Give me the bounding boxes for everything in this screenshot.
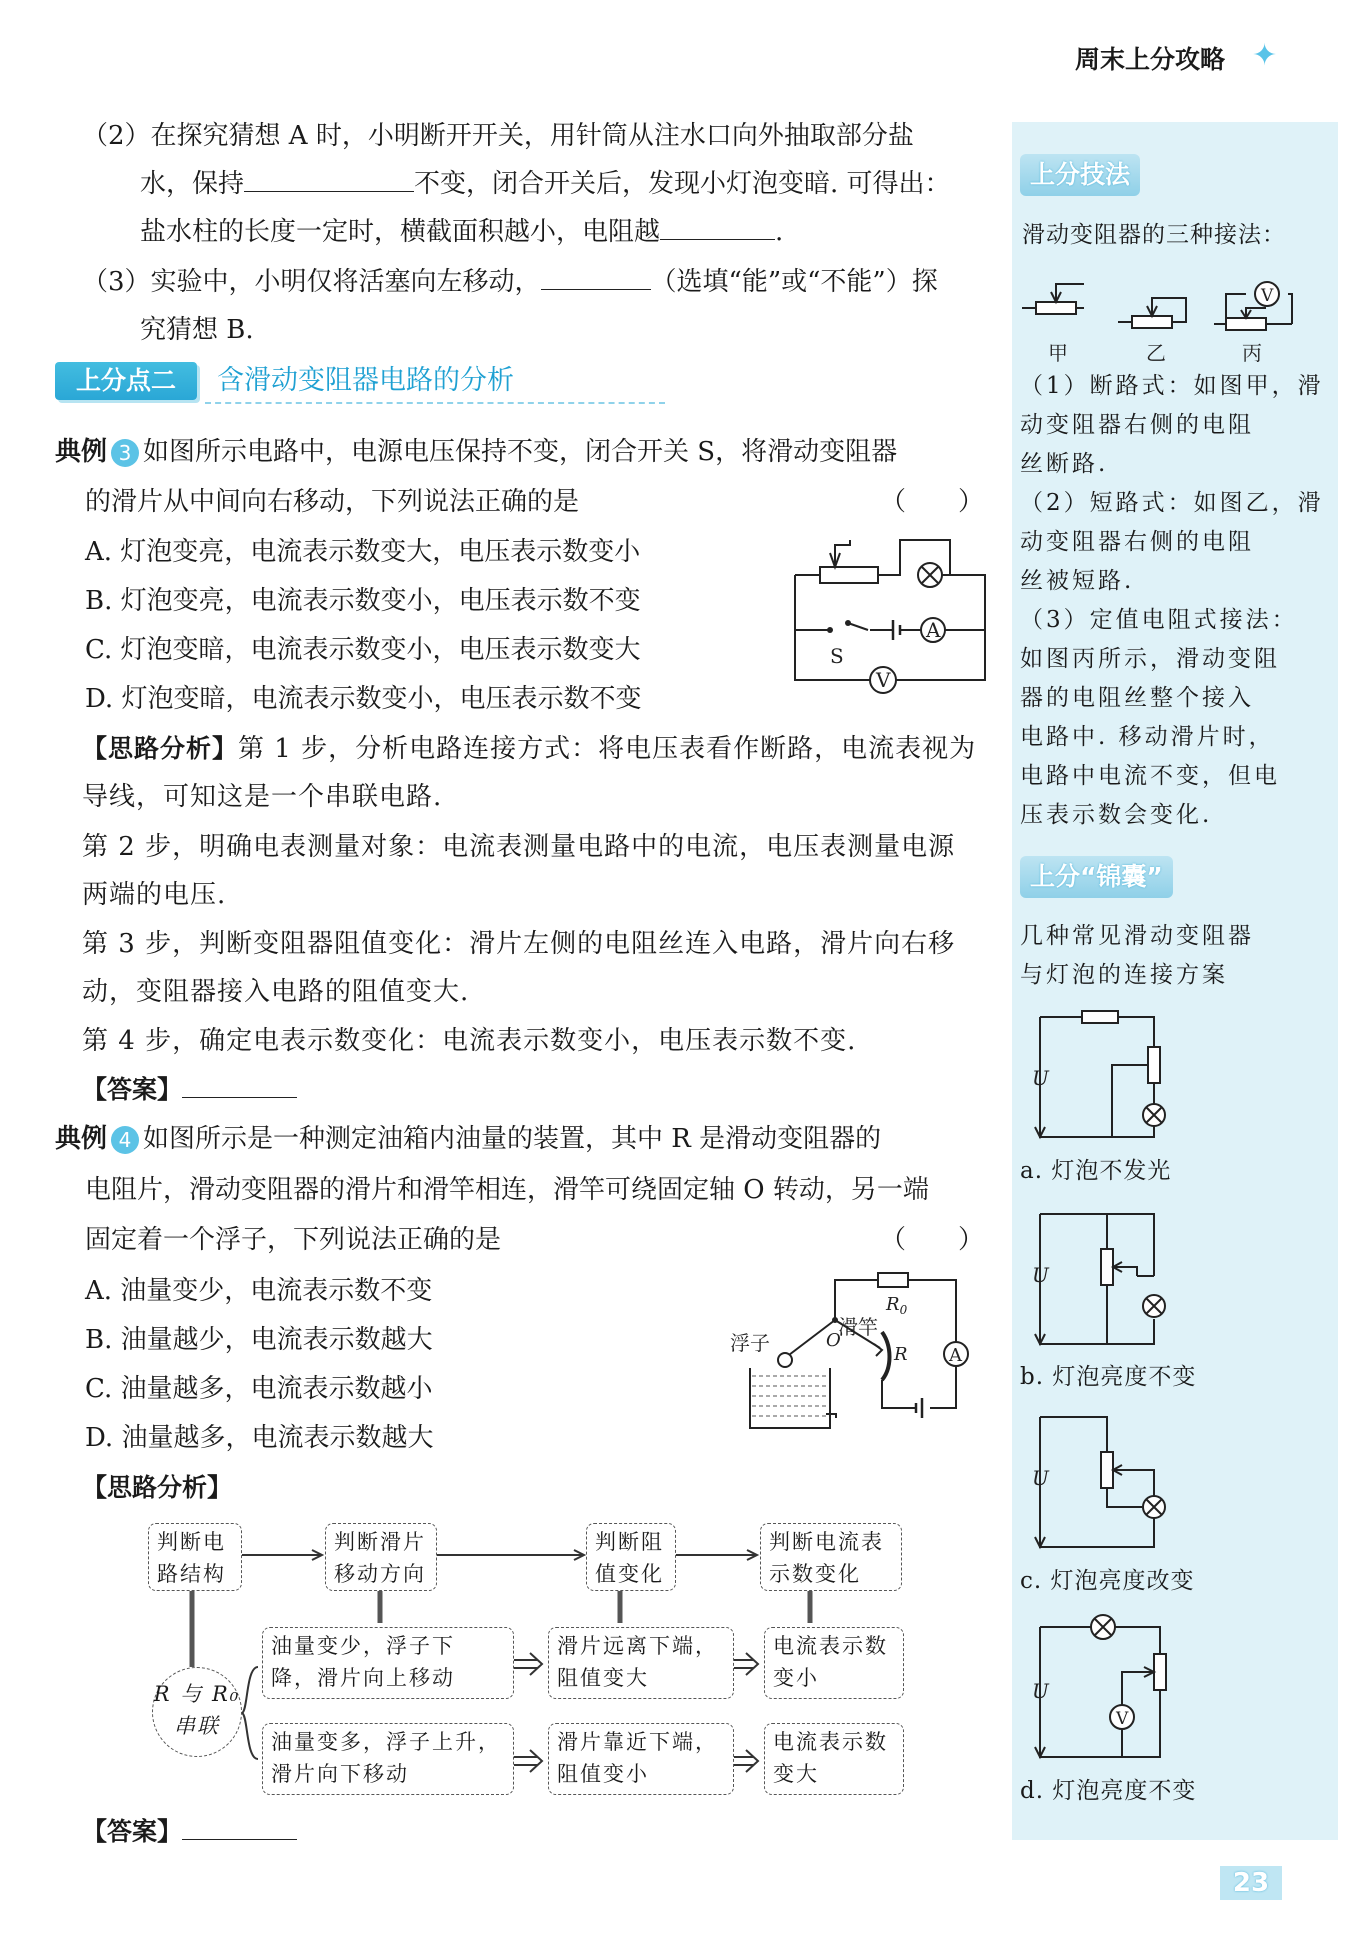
- ex3-stem2: 的滑片从中间向右移动，下列说法正确的是: [85, 487, 580, 517]
- r0-subscript: 0: [899, 1303, 908, 1317]
- ex3-analysis-line6: 动，变阻器接入电路的阻值变大.: [82, 977, 470, 1007]
- sidebar-item-line: （1）断路式：如图甲，滑: [1020, 373, 1324, 399]
- flow-row1-resistance-up: 滑片远离下端， 阻值变大: [548, 1627, 734, 1699]
- flow-step-structure: 判断电 路结构: [148, 1523, 242, 1591]
- star-icon: ✦: [1252, 38, 1278, 73]
- ex4-answer: 【答案】: [82, 1808, 297, 1856]
- fig-label-yi: 乙: [1146, 341, 1166, 365]
- ex3-analysis-line5: 第 3 步，判断变阻器阻值变化：滑片左侧的电阻丝连入电路，滑片向右移: [82, 929, 956, 959]
- section-banner: [55, 358, 615, 404]
- switch-label: S: [830, 644, 844, 668]
- caption-b: b. 灯泡亮度不变: [1020, 1364, 1197, 1390]
- pivot-label: O: [826, 1330, 841, 1351]
- ex4-option-a: A. 油量变少，电流表示数不变: [85, 1276, 433, 1306]
- ex3-stem1: 典例 3 如图所示电路中，电源电压保持不变，闭合开关 S，将滑动变阻器: [55, 437, 898, 467]
- flow-step-slider-direction: 判断滑片 移动方向: [325, 1523, 437, 1591]
- voltage-label: U: [1032, 1679, 1049, 1703]
- sidebar-tag-tips: 上分“锦囊”: [1020, 856, 1173, 898]
- ex3-paren: （ ）: [880, 487, 985, 517]
- example-label: 典例: [55, 1124, 108, 1154]
- ex3-option-d: D. 灯泡变暗，电流表示数变小，电压表示数不变: [85, 684, 642, 714]
- voltmeter-label: V: [876, 668, 891, 692]
- circuit-d: [1032, 1612, 1182, 1772]
- sidebar-item-line: 丝被短路.: [1020, 568, 1135, 594]
- example-number-badge: 4: [111, 1126, 139, 1154]
- sidebar-item-line: 如图丙所示，滑动变阻: [1020, 646, 1280, 672]
- q2-line1: （2）在探究猜想 A 时，小明断开开关，用针筒从注水口向外抽取部分盐: [82, 121, 914, 151]
- flow-row1-current-down: 电流表示数 变小: [764, 1627, 904, 1699]
- fig-label-jia: 甲: [1048, 341, 1068, 365]
- caption-d: d. 灯泡亮度不变: [1020, 1778, 1197, 1804]
- flow-step-ammeter-change: 判断电流表 示数变化: [760, 1523, 902, 1591]
- sidebar-item-line: 电路中电流不变，但电: [1020, 763, 1280, 789]
- sidebar-tips: [1012, 122, 1338, 1840]
- ex3-answer: 【答案】: [82, 1066, 297, 1114]
- ex4-stem3: 固定着一个浮子，下列说法正确的是: [85, 1225, 502, 1255]
- rod-label: 滑竿: [838, 1315, 878, 1339]
- circuit-a: [1032, 1007, 1182, 1147]
- ex3-analysis-line4: 两端的电压.: [82, 880, 227, 910]
- voltage-label: U: [1032, 1466, 1049, 1490]
- voltmeter-label: V: [1261, 286, 1274, 306]
- flow-circle-series: R 与 R₀ 串联: [152, 1667, 242, 1757]
- ex4-option-d: D. 油量越多，电流表示数越大: [85, 1423, 434, 1453]
- q3-line2: 究猜想 B.: [140, 315, 254, 345]
- ex4-option-b: B. 油量越少，电流表示数越大: [85, 1325, 433, 1355]
- ex4-flowchart: [130, 1515, 910, 1805]
- voltage-label: U: [1032, 1066, 1049, 1090]
- ex3-analysis-line7: 第 4 步，确定电表示数变化：电流表示数变小，电压表示数不变.: [82, 1026, 857, 1056]
- section-tag: 上分点二: [55, 362, 197, 400]
- answer-blank[interactable]: [182, 1809, 297, 1840]
- banner-divider: [205, 402, 665, 404]
- ex4-paren: （ ）: [880, 1225, 985, 1255]
- ex4-stem2: 电阻片，滑动变阻器的滑片和滑竿相连，滑竿可绕固定轴 O 转动，另一端: [85, 1175, 929, 1205]
- header-title: 周末上分攻略: [1075, 45, 1226, 74]
- ex3-option-c: C. 灯泡变暗，电流表示数变小，电压表示数变大: [85, 635, 641, 665]
- sidebar-item-line: 动变阻器右侧的电阻: [1020, 529, 1254, 555]
- ex3-option-b: B. 灯泡变亮，电流表示数变小，电压表示数不变: [85, 586, 641, 616]
- sidebar-item-line: （3）定值电阻式接法：: [1020, 607, 1298, 633]
- svg-text:R0: [885, 1294, 908, 1317]
- ammeter-label: A: [926, 618, 941, 642]
- ex4-option-c: C. 油量越多，电流表示数越小: [85, 1374, 433, 1404]
- circuit-c: [1032, 1407, 1182, 1557]
- rheostat-connection-figures: [1020, 272, 1310, 367]
- sidebar-item-line: 丝断路.: [1020, 451, 1109, 477]
- ammeter-label: A: [949, 1345, 962, 1366]
- sidebar-item-line: 动变阻器右侧的电阻: [1020, 412, 1254, 438]
- sidebar-intro2-line2: 与灯泡的连接方案: [1020, 962, 1228, 988]
- fig-label-bing: 丙: [1242, 341, 1262, 365]
- flow-row2-resistance-down: 滑片靠近下端， 阻值变小: [548, 1723, 734, 1795]
- example-label: 典例: [55, 437, 108, 467]
- voltage-label: U: [1032, 1263, 1049, 1287]
- page-number: 23: [1220, 1866, 1282, 1900]
- circuit-b: [1032, 1204, 1182, 1354]
- flow-row2-current-up: 电流表示数 变大: [764, 1723, 904, 1795]
- sidebar-item-line: 器的电阻丝整个接入: [1020, 685, 1254, 711]
- answer-blank[interactable]: [660, 209, 775, 240]
- ex3-analysis-line3: 第 2 步，明确电表测量对象：电流表测量电路中的电流，电压表测量电源: [82, 832, 956, 862]
- ex3-analysis-line1: 【思路分析】第 1 步，分析电路连接方式：将电压表看作断路，电流表视为: [82, 734, 977, 764]
- voltmeter-label: V: [1116, 1709, 1129, 1729]
- sidebar-item-line: 电路中. 移动滑片时，: [1020, 724, 1275, 750]
- rheostat-label: R: [894, 1344, 908, 1365]
- answer-blank[interactable]: [182, 1067, 297, 1098]
- ex3-option-a: A. 灯泡变亮，电流表示数变大，电压表示数变小: [85, 537, 641, 567]
- q2-line3: 盐水柱的长度一定时，横截面积越小，电阻越 .: [140, 208, 783, 256]
- r0-label: R: [886, 1294, 900, 1315]
- ex4-stem1: 典例 4 如图所示是一种测定油箱内油量的装置，其中 R 是滑动变阻器的: [55, 1124, 882, 1154]
- float-label: 浮子: [730, 1331, 770, 1355]
- caption-c: c. 灯泡亮度改变: [1020, 1568, 1195, 1594]
- ex3-circuit-diagram: [790, 535, 990, 695]
- caption-a: a. 灯泡不发光: [1020, 1158, 1172, 1184]
- answer-blank[interactable]: [541, 259, 651, 290]
- q3-line1: （3）实验中，小明仅将活塞向左移动， （选填“能”或“不能”）探: [82, 258, 938, 306]
- flow-row2-oil-increase: 油量变多，浮子上升， 滑片向下移动: [262, 1723, 514, 1795]
- sidebar-item-line: 压表示数会变化.: [1020, 802, 1213, 828]
- sidebar-tag-technique: 上分技法: [1020, 154, 1140, 196]
- q2-line2: 水，保持 不变，闭合开关后，发现小灯泡变暗. 可得出：: [140, 160, 951, 208]
- example-number-badge: 3: [111, 439, 139, 467]
- answer-blank[interactable]: [244, 161, 414, 192]
- sidebar-item-line: （2）短路式：如图乙，滑: [1020, 490, 1324, 516]
- flow-step-resistance-change: 判断阻 值变化: [586, 1523, 676, 1591]
- flow-row1-oil-decrease: 油量变少，浮子下 降，滑片向上移动: [262, 1627, 514, 1699]
- sidebar-intro: 滑动变阻器的三种接法：: [1022, 222, 1286, 248]
- ex3-analysis-line2: 导线，可知这是一个串联电路.: [82, 782, 443, 812]
- ex4-analysis-label: 【思路分析】: [82, 1473, 233, 1502]
- sidebar-intro2-line1: 几种常见滑动变阻器: [1020, 923, 1254, 949]
- ex4-oil-gauge-diagram: [730, 1268, 980, 1438]
- section-title: 含滑动变阻器电路的分析: [217, 365, 514, 396]
